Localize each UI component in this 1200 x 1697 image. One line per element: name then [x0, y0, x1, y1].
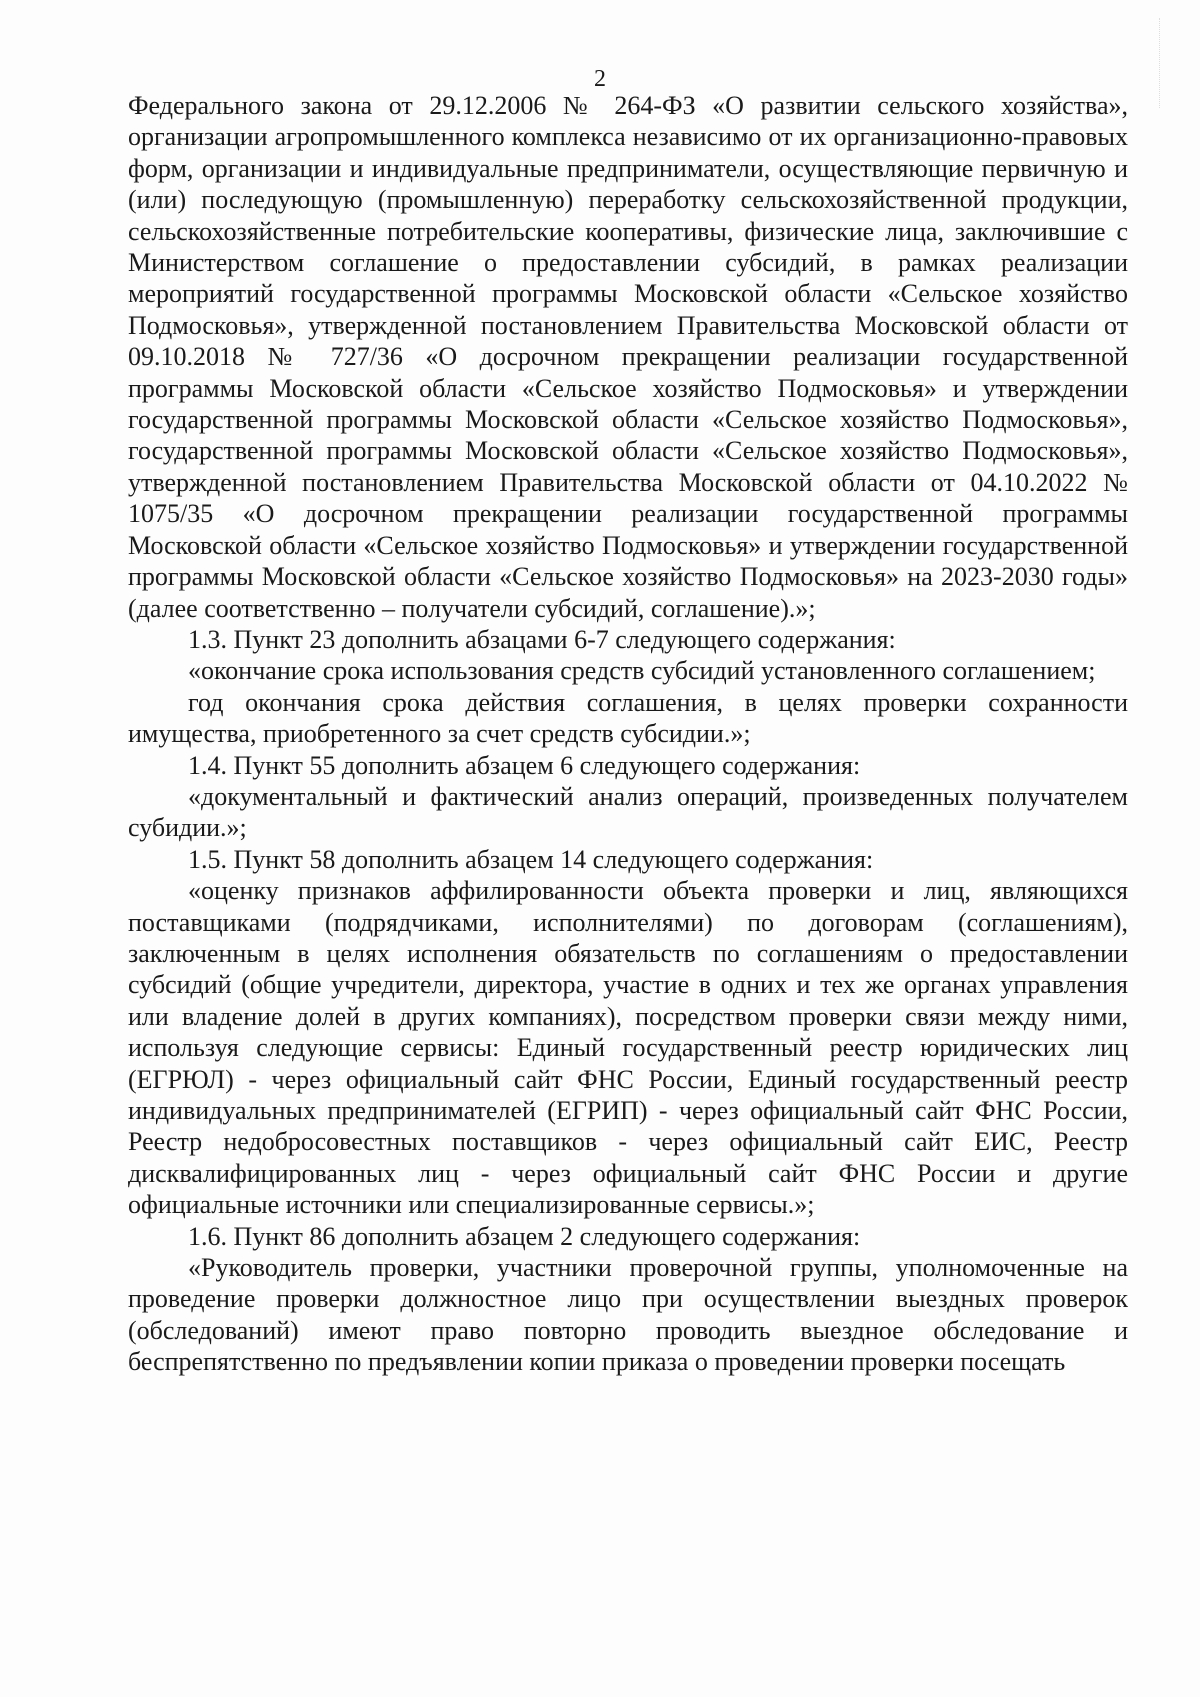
paragraph-item-1-3: 1.3. Пункт 23 дополнить абзацами 6-7 следующего содержания: — [188, 624, 896, 654]
document-body — [128, 90, 1128, 1378]
paragraph-continuation: Федерального закона от 29.12.2006 № 264-ФЗ «О развитии сельского хозяйства», организации агропромышленного комплекса независимо от их организационно-правовых форм, организации и индивидуальные предприниматели, осуществляющие первичную и (или) последующую (промышленную) переработку сельскохозяйственной продукции, сельскохозяйственные потребительские кооперативы, физические лица, заключившие с Министерством соглашение о предоставлении субсидий, в рамках реализации мероприятий государственной программы Московской области «Сельское хозяйство Подмосковья», утвержденной постановлением Правительства Московской области от 09.10.2018 № 727/36 «О досрочном прекращении реализации государственной программы Московской области «Сельское хозяйство Подмосковья» и утверждении государственной программы Московской области «Сельское хозяйство Подмосковья», государственной программы Московской области «Сельское хозяйство Подмосковья», утвержденной постановлением Правительства Московской области от 04.10.2022 № 1075/35 «О досрочном прекращении реализации государственной программы Московской области «Сельское хозяйство Подмосковья» и утверждении государственной программы Московской области «Сельское хозяйство Подмосковья» на 2023-2030 годы» (далее соответственно – получатели субсидий, соглашение).»; — [128, 91, 1128, 623]
page-number: 2 — [594, 66, 606, 92]
paragraph-item-1-4: 1.4. Пункт 55 дополнить абзацем 6 следующего содержания: — [188, 750, 861, 780]
paragraph-quote-end-of-term: «окончание срока использования средств субсидий установленного соглашением; — [188, 656, 1096, 686]
paragraph-quote-analysis: «документальный и фактический анализ операций, произведенных получателем субидии.»; — [128, 781, 1128, 843]
paragraph-quote-agreement-year: год окончания срока действия соглашения, в целях проверки сохранности имущества, приобретенного за счет средств субсидии.»; — [128, 687, 1128, 749]
paragraph-item-1-5: 1.5. Пункт 58 дополнить абзацем 14 следующего содержания: — [188, 844, 874, 874]
paragraph-item-1-6: 1.6. Пункт 86 дополнить абзацем 2 следующего содержания: — [188, 1221, 861, 1251]
paragraph-quote-affiliation: «оценку признаков аффилированности объекта проверки и лиц, являющихся поставщиками (подрядчиками, исполнителями) по договорам (соглашениям), заключенным в целях исполнения обязательств по соглашениям о предоставлении субсидий (общие учредители, директора, участие в одних и тех же органах управления или владение долей в других компаниях), посредством проверки связи между ними, используя следующие сервисы: Единый государственный реестр юридических лиц (ЕГРЮЛ) - через официальный сайт ФНС России, Единый государственный реестр индивидуальных предпринимателей (ЕГРИП) - через официальный сайт ФНС России, Реестр недобросовестных поставщиков - через официальный сайт ЕИС, Реестр дисквалифицированных лиц - через официальный сайт ФНС России и другие официальные источники или специализированные сервисы.»; — [128, 876, 1128, 1220]
scan-edge-mark — [1123, 18, 1160, 108]
paragraph-quote-inspection-head: «Руководитель проверки, участники проверочной группы, уполномоченные на проведение проверки должностное лицо при осуществлении выездных проверок (обследований) имеют право повторно проводить выездное обследование и беспрепятственно по предъявлении копии приказа о проведении проверки посещать — [128, 1253, 1128, 1377]
